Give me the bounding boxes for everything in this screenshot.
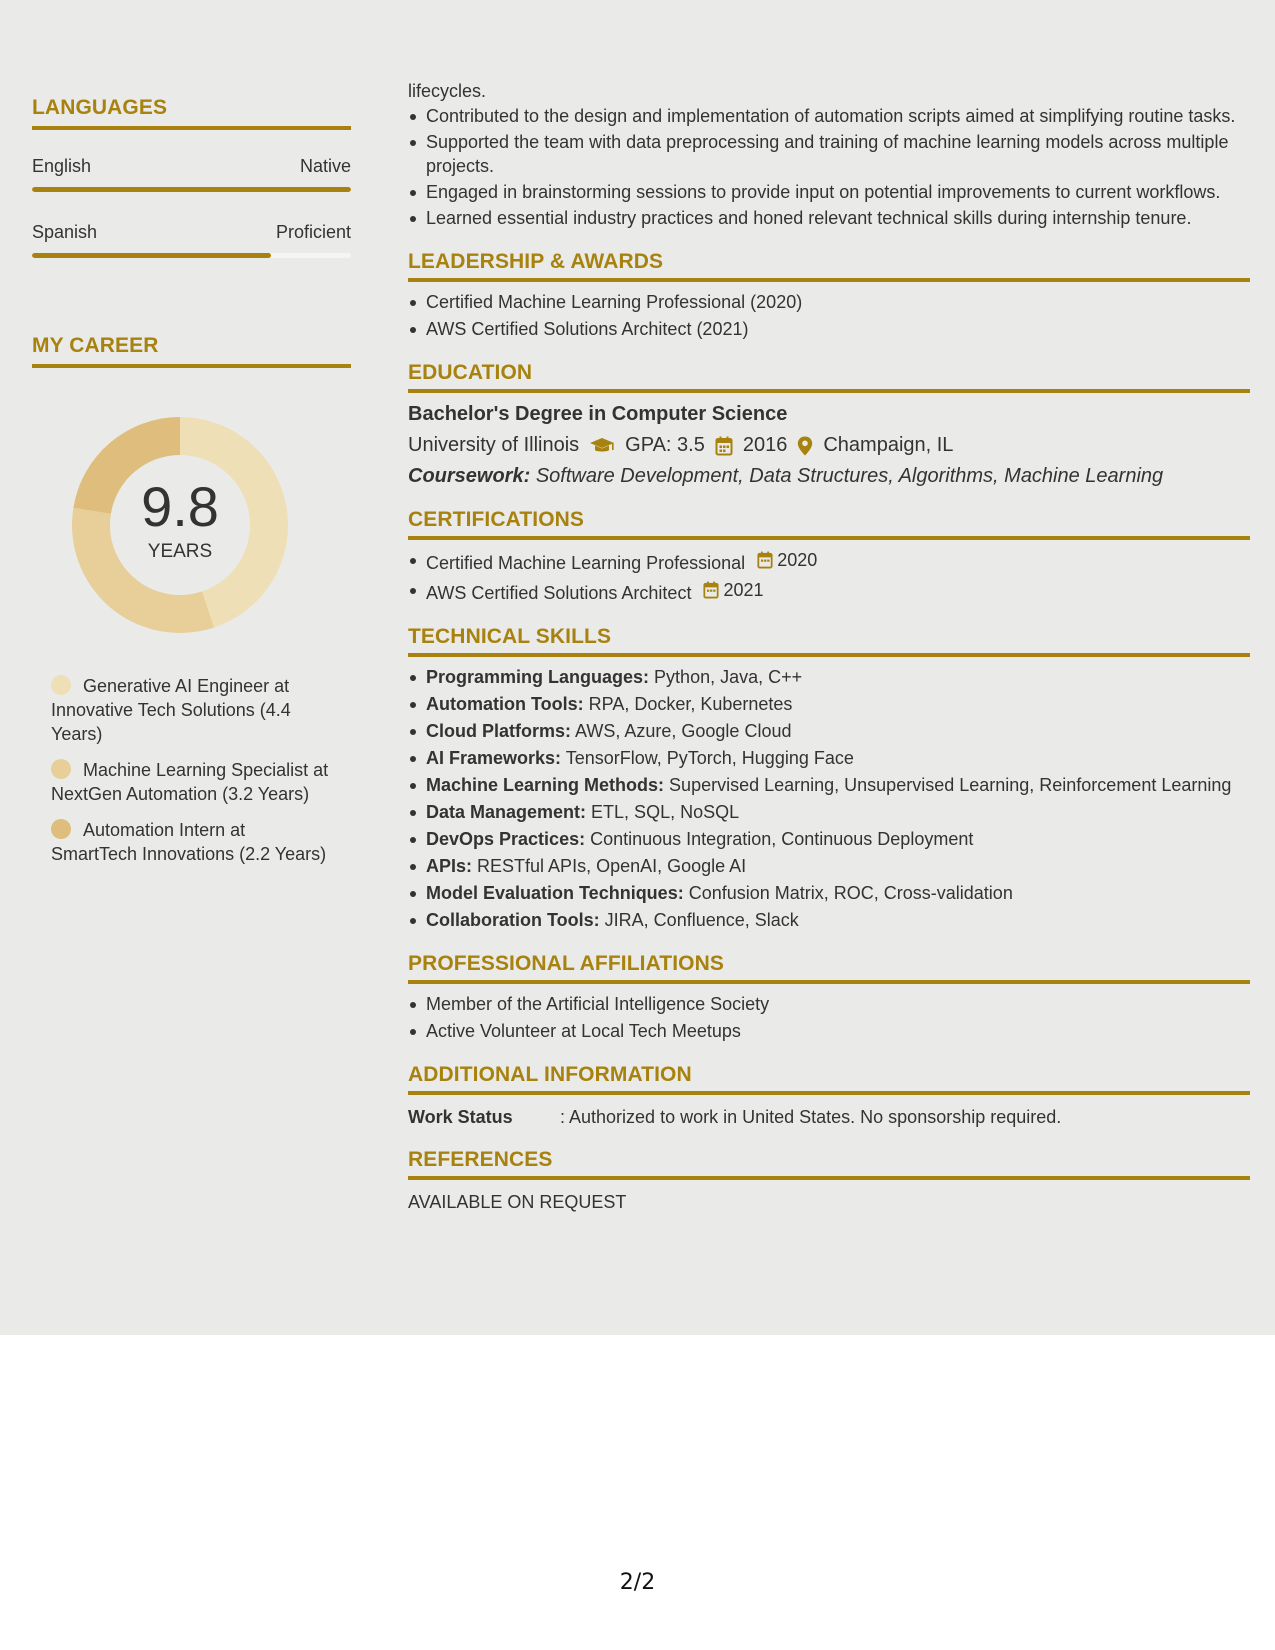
certification-year: 2021 bbox=[723, 580, 764, 600]
list-item bbox=[408, 908, 1250, 932]
education-section bbox=[408, 361, 1250, 488]
coursework bbox=[408, 465, 1250, 488]
list-item: Certified Machine Learning Professional (2020) bbox=[408, 290, 1250, 314]
skill-values: JIRA, Confluence, Slack bbox=[604, 910, 799, 930]
skills-heading: TECHNICAL SKILLS bbox=[408, 625, 1250, 657]
skill-values: Python, Java, C++ bbox=[654, 667, 803, 687]
list-item bbox=[408, 665, 1250, 689]
list-item: Supported the team with data preprocessing and training of machine learning models across multiple projects. bbox=[408, 130, 1250, 178]
affiliations-list bbox=[408, 992, 1250, 1043]
list-item bbox=[408, 773, 1250, 797]
certification-year: 2020 bbox=[777, 550, 818, 570]
list-item bbox=[408, 746, 1250, 770]
list-item bbox=[408, 719, 1250, 743]
degree-title: Bachelor's Degree in Computer Science bbox=[408, 403, 788, 425]
leadership-list bbox=[408, 290, 1250, 341]
gpa: GPA: 3.5 bbox=[625, 434, 705, 456]
list-item bbox=[408, 827, 1250, 851]
legend-label: Machine Learning Specialist at NextGen Automation (3.2 Years) bbox=[51, 760, 329, 804]
skill-category: Collaboration Tools: bbox=[426, 910, 600, 930]
language-level: Native bbox=[299, 156, 351, 176]
school-name: University of Illinois bbox=[408, 434, 580, 456]
list-item bbox=[408, 881, 1250, 905]
work-status-label: Work Status bbox=[408, 1107, 513, 1127]
skill-values: AWS, Azure, Google Cloud bbox=[575, 721, 792, 741]
language-proficiency-bar bbox=[32, 187, 351, 192]
experience-bullets bbox=[408, 104, 1250, 230]
list-item bbox=[408, 854, 1250, 878]
skill-values: Confusion Matrix, ROC, Cross-validation bbox=[688, 883, 1013, 903]
language-proficiency-fill bbox=[32, 253, 271, 258]
language-proficiency-fill bbox=[32, 187, 351, 192]
skill-values: RESTful APIs, OpenAI, Google AI bbox=[477, 856, 747, 876]
references-section bbox=[408, 1148, 1250, 1213]
education-heading: EDUCATION bbox=[408, 361, 1250, 393]
affiliations-heading: PROFESSIONAL AFFILIATIONS bbox=[408, 952, 1250, 984]
coursework-label: Coursework: bbox=[408, 465, 531, 487]
list-item: AWS Certified Solutions Architect (2021) bbox=[408, 317, 1250, 341]
skill-category: Machine Learning Methods: bbox=[426, 775, 665, 795]
skill-values: TensorFlow, PyTorch, Hugging Face bbox=[565, 748, 854, 768]
legend-label: Automation Intern at SmartTech Innovations (2.2 Years) bbox=[51, 820, 327, 864]
skill-category: APIs: bbox=[426, 856, 473, 876]
graduation-year: 2016 bbox=[742, 434, 788, 456]
language-name: Spanish bbox=[32, 222, 98, 242]
career-total-years: 9.8 bbox=[141, 475, 219, 538]
references-text: AVAILABLE ON REQUEST bbox=[408, 1192, 627, 1212]
work-status-row bbox=[408, 1107, 1250, 1128]
list-item bbox=[408, 800, 1250, 824]
additional-info-section bbox=[408, 1063, 1250, 1128]
skills-section bbox=[408, 625, 1250, 932]
career-legend-item bbox=[51, 818, 331, 866]
certifications-list bbox=[408, 548, 1250, 605]
skills-list bbox=[408, 665, 1250, 932]
career-heading: MY CAREER bbox=[32, 334, 351, 368]
language-proficiency-bar bbox=[32, 253, 351, 258]
career-donut-chart bbox=[67, 412, 293, 638]
skill-category: DevOps Practices: bbox=[426, 829, 586, 849]
additional-info-heading: ADDITIONAL INFORMATION bbox=[408, 1063, 1250, 1095]
certifications-heading: CERTIFICATIONS bbox=[408, 508, 1250, 540]
skill-values: Continuous Integration, Continuous Deployment bbox=[590, 829, 974, 849]
list-item: Learned essential industry practices and honed relevant technical skills during internship tenure. bbox=[408, 206, 1250, 230]
work-status-value: : Authorized to work in United States. No sponsorship required. bbox=[560, 1107, 1062, 1127]
references-heading: REFERENCES bbox=[408, 1148, 1250, 1180]
left-column bbox=[32, 96, 351, 878]
language-name: English bbox=[32, 156, 92, 176]
list-item: Member of the Artificial Intelligence Society bbox=[408, 992, 1250, 1016]
language-item bbox=[32, 222, 351, 258]
map-pin-icon bbox=[797, 436, 813, 456]
skill-category: Model Evaluation Techniques: bbox=[426, 883, 684, 903]
calendar-icon bbox=[715, 436, 733, 456]
career-total-unit: YEARS bbox=[147, 541, 213, 562]
list-item: Contributed to the design and implementation of automation scripts aimed at simplifying routine tasks. bbox=[408, 104, 1250, 128]
skill-category: Cloud Platforms: bbox=[426, 721, 572, 741]
language-level: Proficient bbox=[275, 222, 351, 242]
education-details bbox=[408, 434, 1250, 457]
leadership-heading: LEADERSHIP & AWARDS bbox=[408, 250, 1250, 282]
list-item: Engaged in brainstorming sessions to provide input on potential improvements to current workflows. bbox=[408, 180, 1250, 204]
affiliations-section bbox=[408, 952, 1250, 1043]
legend-swatch bbox=[51, 819, 71, 839]
certifications-section bbox=[408, 508, 1250, 605]
skill-category: AI Frameworks: bbox=[426, 748, 562, 768]
skill-category: Programming Languages: bbox=[426, 667, 650, 687]
career-legend-item bbox=[51, 758, 331, 806]
legend-swatch bbox=[51, 675, 71, 695]
location: Champaign, IL bbox=[823, 434, 954, 456]
calendar-icon bbox=[703, 581, 719, 599]
experience-continued-text: lifecycles. bbox=[408, 81, 487, 101]
list-item bbox=[408, 548, 1250, 575]
leadership-section bbox=[408, 250, 1250, 341]
list-item: Active Volunteer at Local Tech Meetups bbox=[408, 1019, 1250, 1043]
career-legend-item bbox=[51, 674, 331, 746]
skill-values: ETL, SQL, NoSQL bbox=[591, 802, 740, 822]
skill-category: Data Management: bbox=[426, 802, 587, 822]
career-legend bbox=[51, 674, 331, 866]
legend-label: Generative AI Engineer at Innovative Tech Solutions (4.4 Years) bbox=[51, 676, 291, 744]
skill-category: Automation Tools: bbox=[426, 694, 584, 714]
language-item bbox=[32, 156, 351, 192]
graduation-cap-icon bbox=[589, 437, 615, 455]
skill-values: RPA, Docker, Kubernetes bbox=[588, 694, 793, 714]
skill-values: Supervised Learning, Unsupervised Learning, Reinforcement Learning bbox=[669, 775, 1232, 795]
donut-center bbox=[67, 412, 293, 638]
list-item bbox=[408, 692, 1250, 716]
coursework-value: Software Development, Data Structures, Algorithms, Machine Learning bbox=[535, 465, 1164, 487]
list-item bbox=[408, 578, 1250, 605]
legend-swatch bbox=[51, 759, 71, 779]
page-number: 2/2 bbox=[619, 1570, 656, 1595]
certification-name: AWS Certified Solutions Architect bbox=[426, 583, 692, 603]
languages-heading: LANGUAGES bbox=[32, 96, 351, 130]
right-column bbox=[408, 80, 1250, 1213]
certification-name: Certified Machine Learning Professional bbox=[426, 553, 746, 573]
calendar-icon bbox=[757, 551, 773, 569]
